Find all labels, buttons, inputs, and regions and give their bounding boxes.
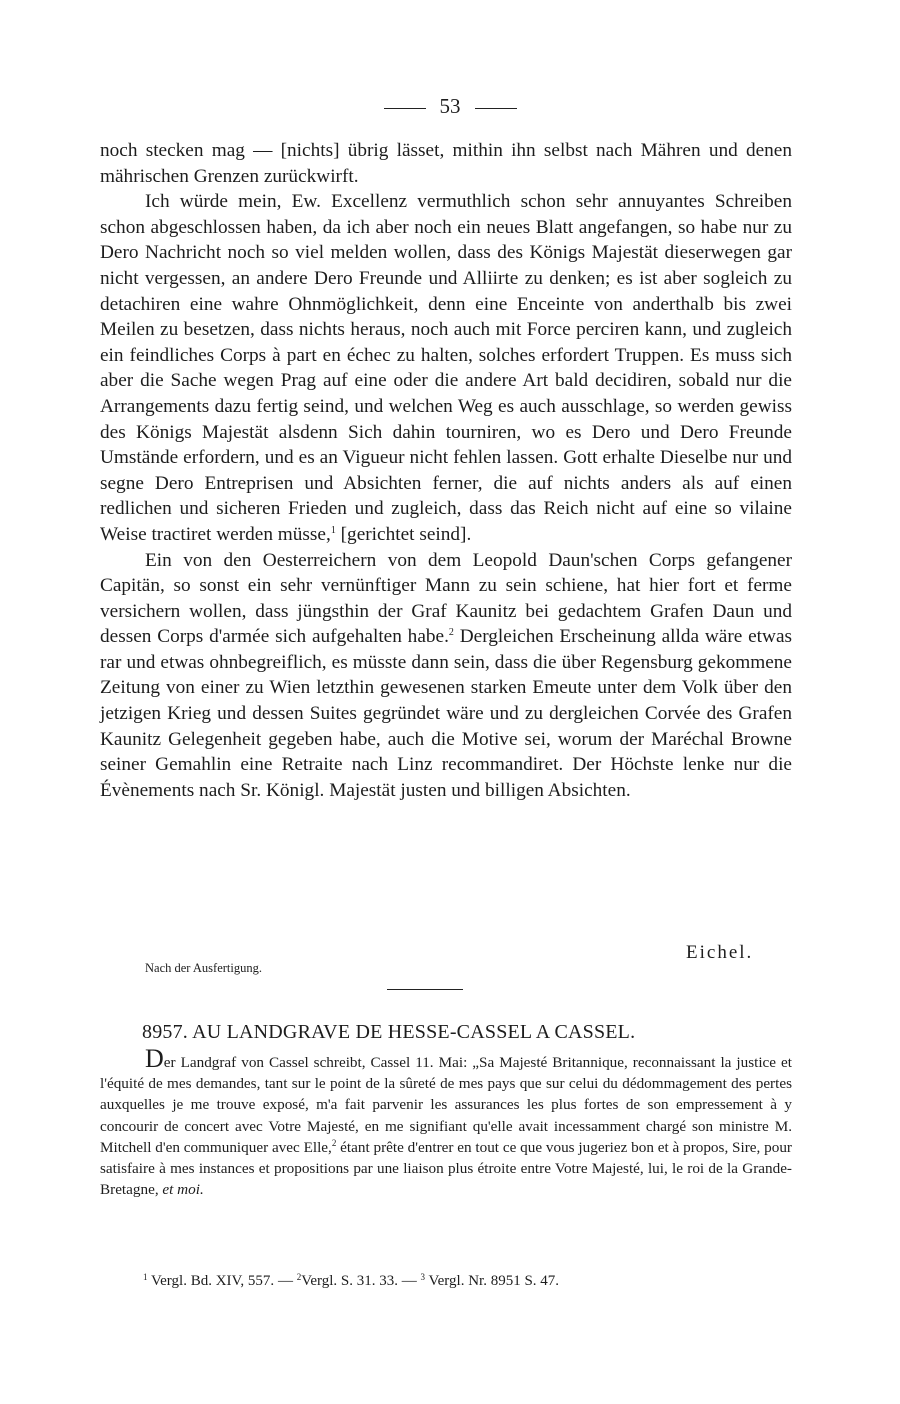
paragraph-2-end: [gerichtet seind]. bbox=[340, 523, 472, 545]
footnote-separator-1: — bbox=[277, 1273, 293, 1289]
folio-dash-left bbox=[384, 108, 426, 109]
excerpt-text bbox=[100, 1044, 793, 1200]
excerpt-part-a: : „Sa Majesté Britannique, reconnaissant la justice et l'équité de mes demandes, tant sur le point de la sûreté de mes pays que sur celui du dédommagement des pertes auxquelles je me trouve exposé, m'a fait parvenir les assurances les plus fortes de son empressement à y concourir de concert avec Votre Majesté, en me signifiant qu'elle avait incessamment chargé son ministre M. Mitchell d'en communiquer avec Elle, bbox=[100, 1054, 793, 1156]
paragraph-3 bbox=[100, 548, 792, 804]
paragraph-2-text: Ich würde mein, Ew. Excellenz vermuthlich schon sehr annuyantes Schreiben schon abgeschlossen haben, da ich aber noch ein neues Blatt angefangen, so habe nur zu Dero Nachricht noch so viel melden wollen, dass des Königs Majestät dieserwegen gar nicht vergessen, an andere Dero Freunde und Alliirte zu denken; es ist aber sogleich zu detachiren eine wahre Ohnmöglichkeit, denn eine Enceinte von anderthalb bis zwei Meilen zu besetzen, dass nichts heraus, noch auch mit Force perciren kann, und zugleich ein feindliches Corps à part en échec zu halten, solches erfordert Truppen. Es muss sich aber die Sache wegen Prag auf eine oder die andere Art bald decidiren, sobald nur die Arrangements dazu fertig seind, und welchen Weg es auch ausschlage, so werden gewiss des Königs Majestät alsdenn Sich dahin tourniren, wo es Dero und Dero Freunde Umstände erfordern, und es an Vigueur nicht fehlen lassen. Gott erhalte Dieselbe nur und segne Dero Entreprisen und Absichten ferner, die auf nichts anders als auf einen redlichen und sicheren Frieden und zugleich, dass das Reich nicht auf eine so vilaine Weise tractiret werden müsse, bbox=[100, 191, 792, 545]
drop-cap: D bbox=[145, 1044, 164, 1073]
footnote-1-marker: 1 bbox=[143, 1272, 148, 1282]
footnote-separator-2: — bbox=[401, 1273, 417, 1289]
footnote-2-marker: 2 bbox=[296, 1272, 302, 1282]
letter-body bbox=[100, 138, 792, 803]
footnote-2-text: Vergl. S. 31. 33. bbox=[301, 1273, 398, 1289]
folio-dash-right bbox=[475, 108, 517, 109]
footnote-3-marker: 3 bbox=[420, 1272, 425, 1282]
page-number: 53 bbox=[439, 94, 461, 118]
footnote-3-text: Vergl. Nr. 8951 S. 47. bbox=[428, 1273, 560, 1289]
footnotes bbox=[143, 1266, 803, 1292]
paragraph-3-end: Dergleichen Erscheinung allda wäre etwas rar und etwas ohnbegreiflich, es müsste dann sein, dass die über Regensburg gekommene Zeitung von einer zu Wien letzthin gewesenen starken Emeute unter dem Volk über den jetzigen Krieg und dessen Suites gegründet wäre und zu dergleichen Corvée des Grafen Kaunitz Gelegenheit gegeben habe, auch die Motive sei, worum der Maréchal Browne seiner Gemahlin eine Retraite nach Linz recommandiret. Der Höchste lenke nur die Évènements nach Sr. Königl. Majestät justen und billigen Absichten. bbox=[100, 626, 793, 801]
excerpt-intro: er Landgraf von Cassel schreibt, Cassel bbox=[163, 1054, 416, 1071]
paragraph-2 bbox=[100, 189, 792, 547]
footnote-ref-3: 2 bbox=[331, 1137, 337, 1148]
excerpt-paragraph bbox=[100, 1044, 793, 1200]
footnote-ref-1: 1 bbox=[330, 524, 336, 536]
excerpt-part-b: étant prête d'entrer en tout ce que vous jugeriez bon et à propos, Sire, pour satisfaire à mes instances et propositions par une liaison plus étroite entre Votre Majesté, lui, le roi de la Grande-Bretagne, bbox=[100, 1138, 792, 1199]
excerpt-date: 11. Mai bbox=[415, 1054, 464, 1071]
page-number-header bbox=[0, 92, 900, 120]
signature: Eichel. bbox=[686, 942, 754, 963]
section-heading: 8957. AU LANDGRAVE DE HESSE-CASSEL A CASSEL. bbox=[142, 1021, 636, 1043]
excerpt-end: et moi. bbox=[162, 1181, 204, 1199]
paragraph-1: noch stecken mag — [nichts] übrig lässet, mithin ihn selbst nach Mähren und denen mährischen Grenzen zurückwirft. bbox=[100, 140, 792, 187]
footnote-1-text: Vergl. Bd. XIV, 557. bbox=[150, 1273, 275, 1289]
source-note: Nach der Ausfertigung. bbox=[145, 961, 262, 975]
paragraph-3-text: Ein von den Oesterreichern von dem Leopold Daun'schen Corps gefangener Capitän, so sonst ein sehr vernünftiger Mann zu sein schiene, hat hier fort et ferme versichern wollen, dass jüngsthin der Graf Kaunitz bei gedachtem Grafen Daun und dessen Corps d'armée sich aufgehalten habe. bbox=[100, 549, 792, 648]
footnote-ref-2: 2 bbox=[448, 627, 454, 639]
section-divider bbox=[387, 989, 463, 990]
